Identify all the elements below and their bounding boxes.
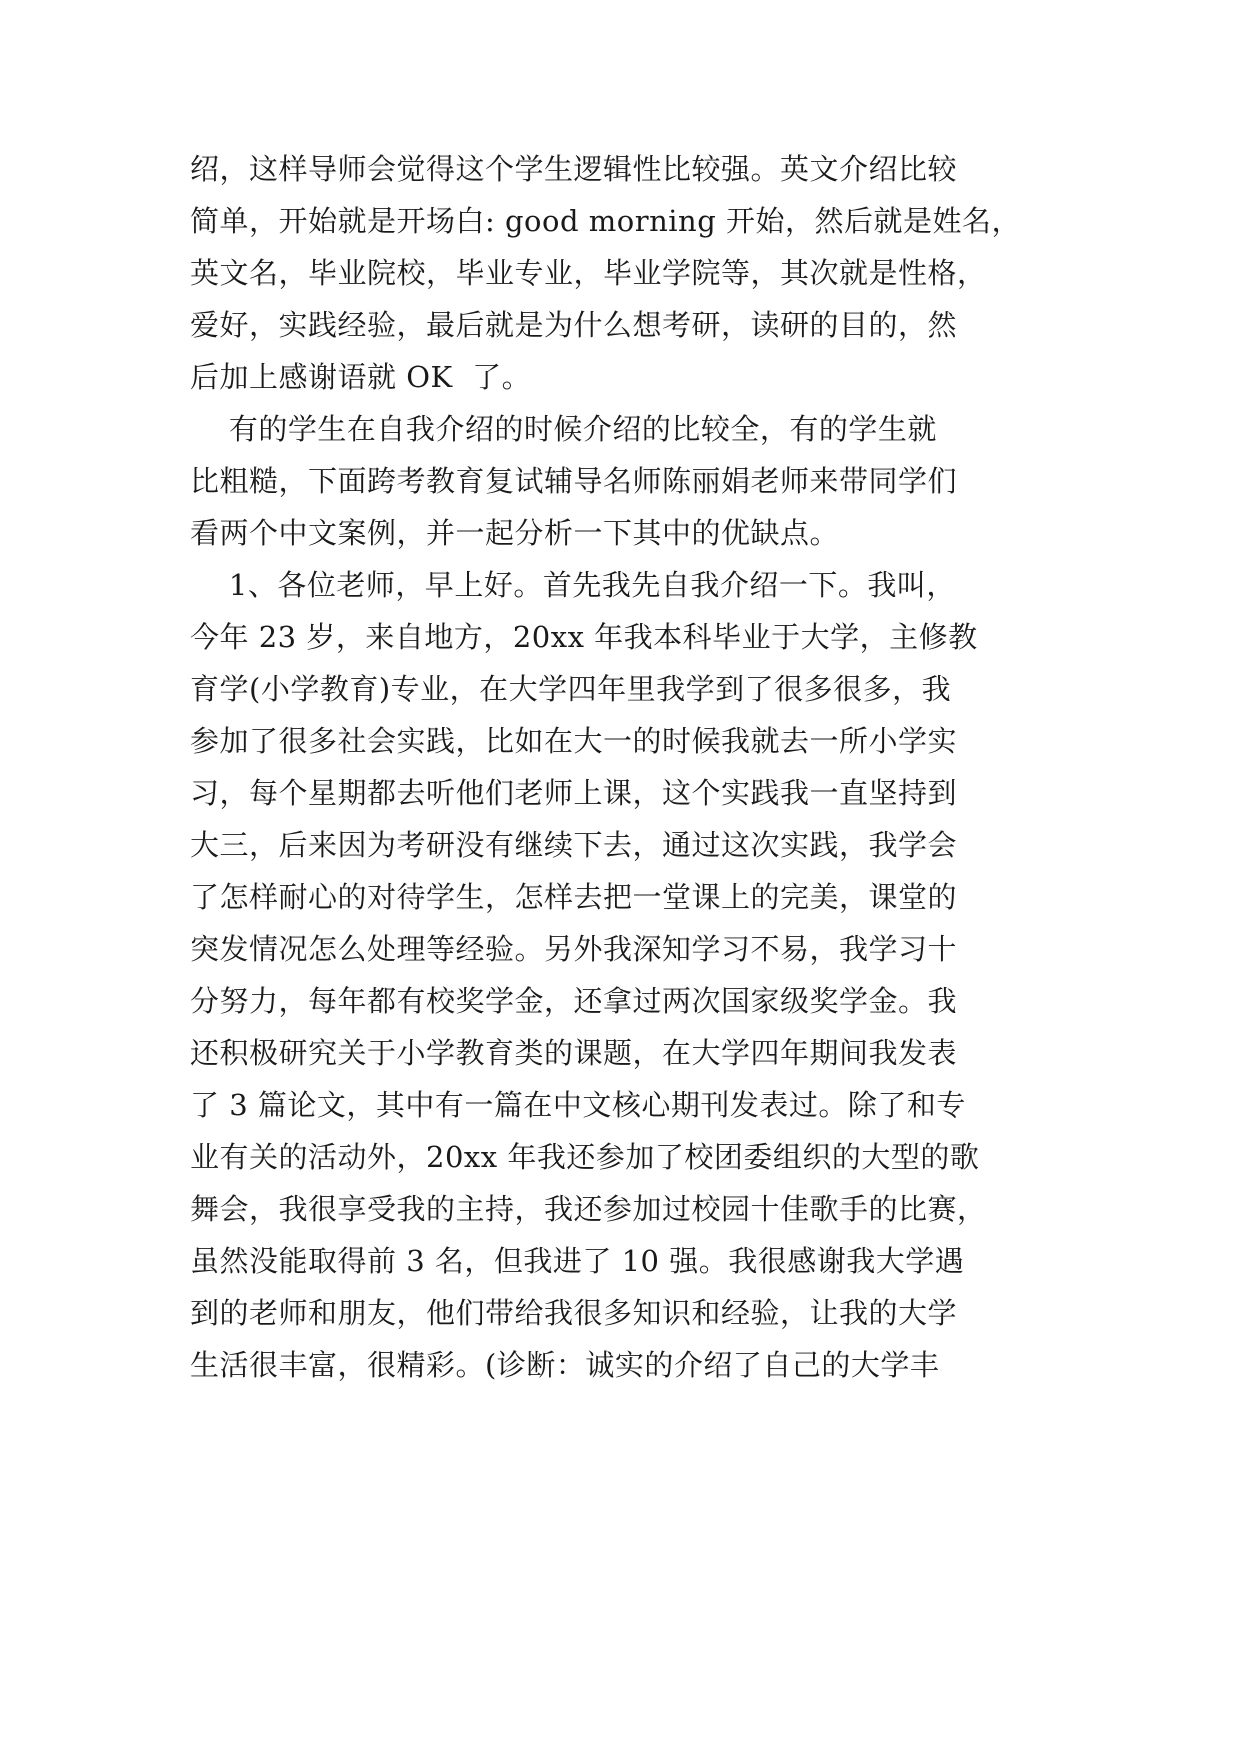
text-line: 英文名，毕业院校，毕业专业，毕业学院等，其次就是性格，	[190, 256, 987, 290]
text-line: 突发情况怎么处理等经验。另外我深知学习不易，我学习十	[190, 932, 958, 966]
text-line: 业有关的活动外，20xx 年我还参加了校团委组织的大型的歌	[190, 1140, 980, 1174]
text-line: 育学(小学教育)专业，在大学四年里我学到了很多很多，我	[190, 672, 952, 706]
text-line: 了 3 篇论文，其中有一篇在中文核心期刊发表过。除了和专	[190, 1088, 966, 1122]
text-line: 绍，这样导师会觉得这个学生逻辑性比较强。英文介绍比较	[190, 152, 958, 186]
text-line: 舞会，我很享受我的主持，我还参加过校园十佳歌手的比赛，	[190, 1192, 987, 1226]
text-line: 有的学生在自我介绍的时候介绍的比较全，有的学生就	[190, 412, 937, 446]
text-line: 了怎样耐心的对待学生，怎样去把一堂课上的完美，课堂的	[190, 880, 958, 914]
text-line: 后加上感谢语就 OK 了。	[190, 360, 532, 394]
text-line: 到的老师和朋友，他们带给我很多知识和经验，让我的大学	[190, 1296, 958, 1330]
text-line: 虽然没能取得前 3 名，但我进了 10 强。我很感谢我大学遇	[190, 1244, 965, 1278]
text-line: 比粗糙，下面跨考教育复试辅导名师陈丽娟老师来带同学们	[190, 464, 958, 498]
text-line: 习，每个星期都去听他们老师上课，这个实践我一直坚持到	[190, 776, 958, 810]
text-line: 生活很丰富，很精彩。(诊断：诚实的介绍了自己的大学丰	[190, 1348, 940, 1382]
text-line: 分努力，每年都有校奖学金，还拿过两次国家级奖学金。我	[190, 984, 958, 1018]
text-line: 还积极研究关于小学教育类的课题，在大学四年期间我发表	[190, 1036, 958, 1070]
text-line: 今年 23 岁，来自地方，20xx 年我本科毕业于大学，主修教	[190, 620, 978, 654]
text-line: 爱好，实践经验，最后就是为什么想考研，读研的目的，然	[190, 308, 958, 342]
text-line: 看两个中文案例，并一起分析一下其中的优缺点。	[190, 516, 840, 550]
text-line: 简单，开始就是开场白: good morning 开始，然后就是姓名，	[190, 204, 1021, 238]
text-line: 大三，后来因为考研没有继续下去，通过这次实践，我学会	[190, 828, 958, 862]
text-line: 参加了很多社会实践，比如在大一的时候我就去一所小学实	[190, 724, 958, 758]
text-line: 1、各位老师，早上好。首先我先自我介绍一下。我叫，	[190, 568, 956, 602]
